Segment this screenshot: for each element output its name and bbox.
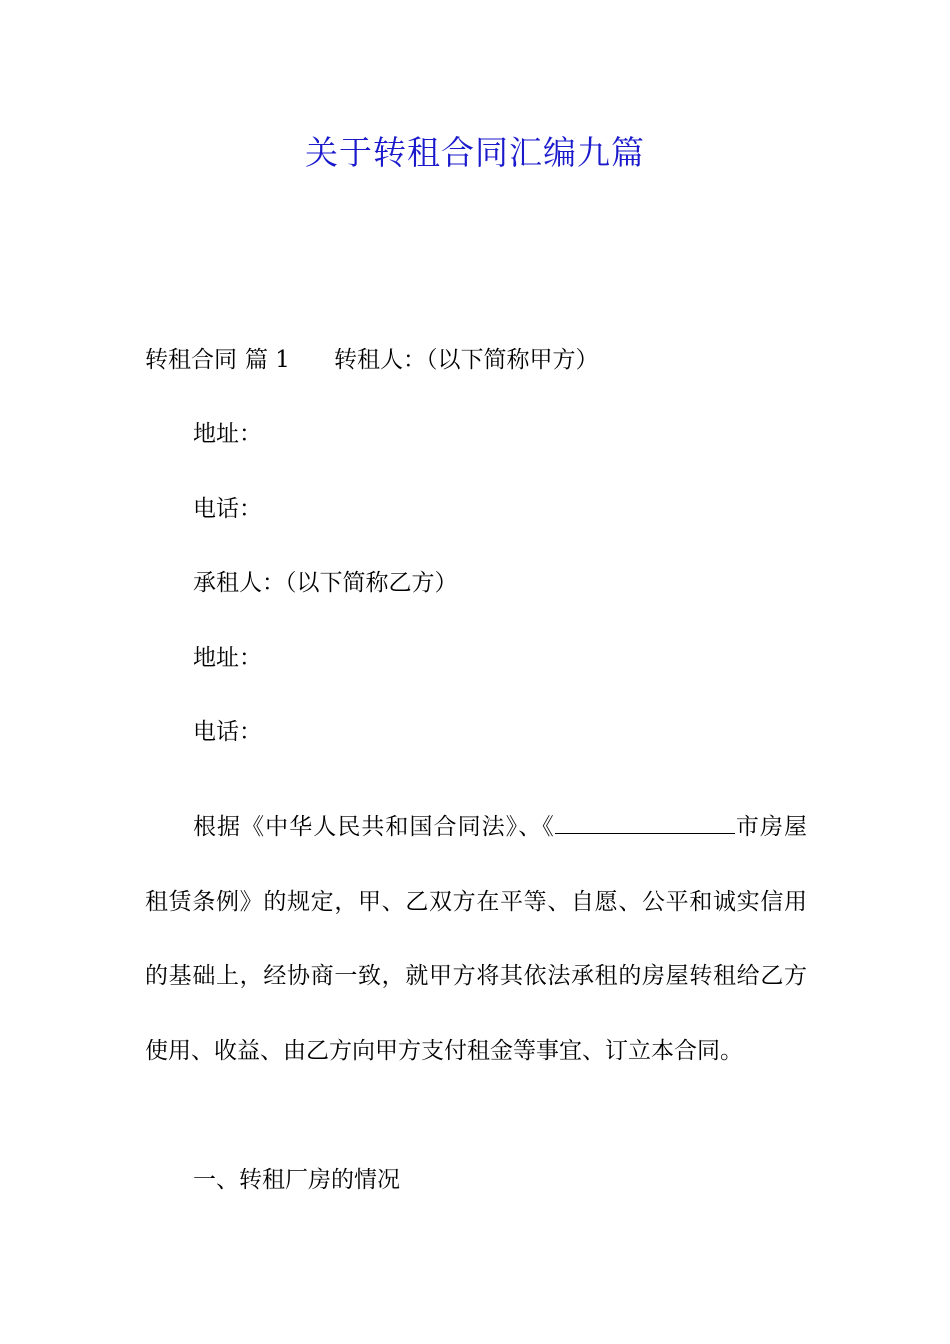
party-b-phone: 电话： — [193, 719, 262, 745]
sublessor-label: 转租人：（以下简称甲方） — [333, 347, 599, 373]
document-title: 关于转租合同汇编九篇 — [305, 133, 645, 172]
section-label: 篇 1 — [245, 347, 290, 373]
preamble-paragraph — [145, 790, 807, 1088]
preamble-part-1: 根据《中华人民共和国合同法》、《 — [193, 814, 555, 840]
section-1-heading: 一、转租厂房的情况 — [193, 1167, 400, 1193]
preamble-part-2: 市房屋租赁条例》的规定，甲、乙双方在平等、自愿、公平和诚实信用的基础上，经协商一致，就甲方将其依法承租的房屋转租给乙方使用、收益、由乙方向甲方支付租金等事宜、订立本合同。 — [145, 814, 808, 1064]
party-b-address: 地址： — [193, 645, 262, 671]
party-a-address: 地址： — [193, 421, 262, 447]
party-a-phone: 电话： — [193, 496, 262, 522]
party-b-name: 承租人：（以下简称乙方） — [193, 570, 458, 596]
contract-header-line — [145, 344, 598, 376]
doc-label: 转租合同 — [145, 347, 237, 373]
city-blank-field — [555, 813, 735, 834]
